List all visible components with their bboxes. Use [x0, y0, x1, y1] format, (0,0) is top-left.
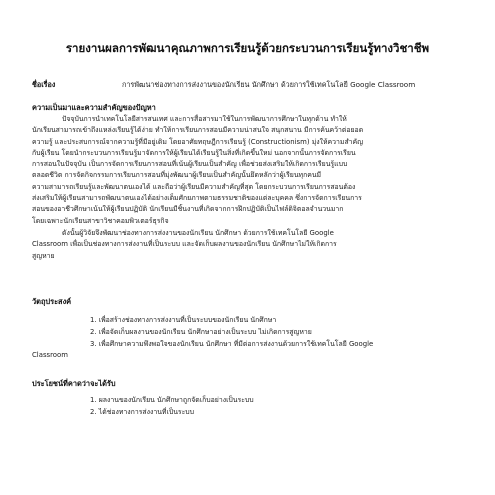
- list-item: 2. เพื่อจัดเก็บผลงานของนักเรียน นักศึกษาอย่างเป็นระบบ ไม่เกิดการสูญหาย: [90, 328, 312, 336]
- list-item: 2. ได้ช่องทางการส่งงานที่เป็นระบบ: [90, 408, 195, 416]
- list-item: 1. ผลงานของนักเรียน นักศึกษาถูกจัดเก็บอย่างเป็นระบบ: [90, 396, 254, 404]
- paragraph-line: สอนของอาชีวศึกษาเน้นให้ผู้เรียนปฏิบัติ นักเรียนมีชิ้นงานที่เกิดจากการฝึกปฏิบัติเป็นไฟล์ดิจิตอลจำนวนมาก: [32, 205, 344, 214]
- background-paragraph-2: [32, 228, 462, 262]
- section-heading-objectives: วัตถุประสงค์: [32, 297, 72, 306]
- topic-text: การพัฒนาช่องทางการส่งงานของนักเรียน นักศึกษา ด้วยการใช้เทคโนโลยี Google Classroom: [122, 80, 416, 89]
- paragraph-line: นักเรียนสามารถเข้าถึงแหล่งเรียนรู้ได้ง่าย ทำให้การเรียนการสอนมีความน่าสนใจ สนุกสนาน มีการค้นคว้าต่อยอด: [32, 126, 364, 135]
- paragraph-line: ส่งเสริมให้ผู้เรียนสามารถพัฒนาตนเองได้อย่างเต็มศักยภาพตามธรรมชาติของแต่ละบุคคล ซึ่งการจัดการเรียนการ: [32, 194, 362, 203]
- objectives-list: [90, 314, 470, 350]
- benefits-list: [90, 394, 470, 418]
- paragraph-line: Classroom เพื่อเป็นช่องทางการส่งงานที่เป็นระบบ และจัดเก็บผลงานของนักเรียน นักศึกษาไม่ให้เกิดการ: [32, 240, 337, 249]
- paragraph-line: ความรู้ และประสบการณ์จากความรู้ที่มีอยู่เดิม โดยอาศัยทฤษฎีการเรียนรู้ (Constructionism) มุ่งให้ความสำคัญ: [32, 137, 363, 146]
- paragraph-line: ความสามารถเรียนรู้และพัฒนาตนเองได้ และถือว่าผู้เรียนมีความสำคัญที่สุด โดยกระบวนการเรียนการสอนต้อง: [32, 182, 356, 191]
- section-heading-benefits: ประโยชน์ที่คาดว่าจะได้รับ: [32, 379, 116, 388]
- paragraph-line: สูญหาย: [32, 251, 55, 260]
- objectives-tail: [32, 350, 462, 361]
- paragraph-line: Classroom: [32, 351, 68, 359]
- paragraph-line: กับผู้เรียน โดยนำกระบวนการเรียนรู้มาจัดการให้ผู้เรียนได้เรียนรู้ในสิ่งที่เกิดขึ้นใหม่ นอกจากนั้นการจัดการเรียน: [32, 148, 356, 157]
- paragraph-line: การสอนในปัจจุบัน เป็นการจัดการเรียนการสอนที่เน้นผู้เรียนเป็นสำคัญ เพื่อช่วยส่งเสริมให้เกิดการเรียนรู้แบบ: [32, 160, 348, 169]
- list-item: 3. เพื่อศึกษาความพึงพอใจของนักเรียน นักศึกษา ที่มีต่อการส่งงานด้วยการใช้เทคโนโลยี Google: [90, 340, 374, 348]
- paragraph-line: ตลอดชีวิต การจัดกิจกรรมการเรียนการสอนที่มุ่งพัฒนาผู้เรียนเป็นสำคัญนั้นยึดหลักว่าผู้เรียนทุกคนมี: [32, 171, 322, 180]
- list-item: 1. เพื่อสร้างช่องทางการส่งงานที่เป็นระบบของนักเรียน นักศึกษา: [90, 316, 277, 324]
- paragraph-line: โดยเฉพาะนักเรียนสาขาวิชาคอมพิวเตอร์ธุรกิจ: [32, 216, 169, 225]
- paragraph-line: ดังนั้นผู้วิจัยจึงพัฒนาช่องทางการส่งงานของนักเรียน นักศึกษา ด้วยการใช้เทคโนโลยี Google: [62, 229, 334, 237]
- background-paragraph-1: [32, 114, 462, 227]
- document-title: รายงานผลการพัฒนาคุณภาพการเรียนรู้ด้วยกระบวนการเรียนรู้ทางวิชาชีพ: [65, 41, 430, 55]
- topic-label: ชื่อเรื่อง: [32, 80, 56, 89]
- paragraph-line: ปัจจุบันการนำเทคโนโลยีสารสนเทศ และการสื่อสารมาใช้ในการพัฒนาการศึกษาในทุกด้าน ทำให้: [62, 115, 347, 123]
- section-heading-background: ความเป็นมาและความสำคัญของปัญหา: [32, 103, 156, 112]
